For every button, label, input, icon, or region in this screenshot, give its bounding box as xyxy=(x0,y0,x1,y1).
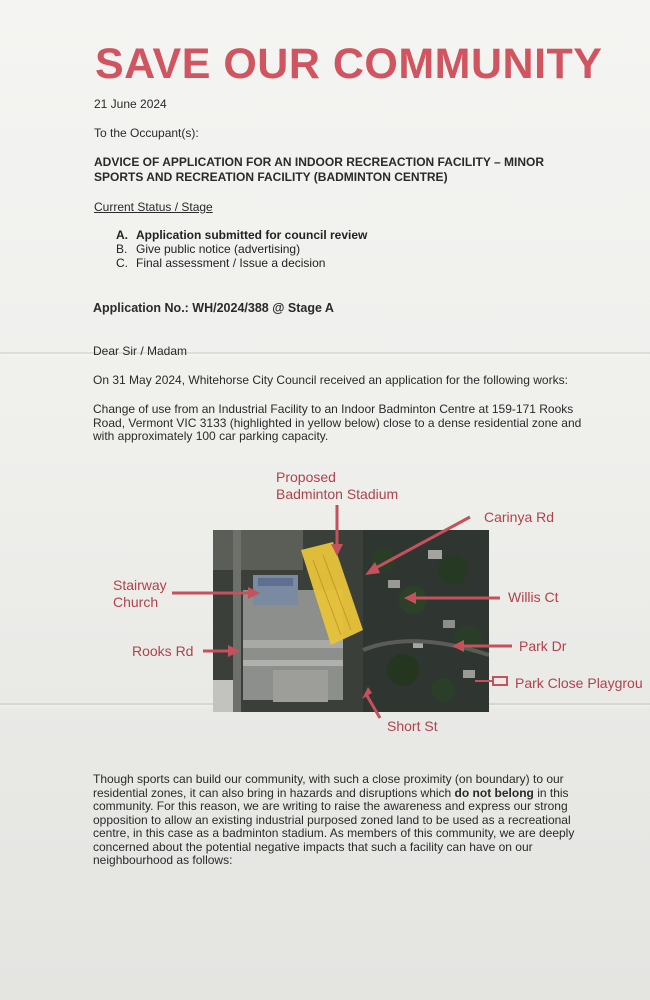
application-number: Application No.: WH/2024/388 @ Stage A xyxy=(93,301,334,315)
body-text: residential zones, it can also bring in hazards and disruptions which xyxy=(93,785,455,800)
stage-text: Application submitted for council review xyxy=(136,228,368,242)
subject-line-2: SPORTS AND RECREATION FACILITY (BADMINTON CENTRE) xyxy=(94,170,448,184)
label-carinya-rd: Carinya Rd xyxy=(484,509,555,525)
label-rooks-rd: Rooks Rd xyxy=(132,643,194,659)
body-line: concerned about the potential negative impacts that such a facility can have on our xyxy=(93,839,533,854)
salutation: Dear Sir / Madam xyxy=(93,344,188,358)
body-line: centre, in this case as a badminton stadium. As members of this community, we are deeply xyxy=(93,826,575,840)
letter-date: 21 June 2024 xyxy=(94,97,167,111)
stage-letter: A. xyxy=(116,228,128,242)
body-line: community. For this reason, we are writing to raise the awareness and express our strong xyxy=(93,799,568,813)
body-line: neighbourhood as follows: xyxy=(93,853,233,867)
stage-text: Final assessment / Issue a decision xyxy=(136,256,326,270)
intro-paragraph: On 31 May 2024, Whitehorse City Council received an application for the following works: xyxy=(93,373,568,387)
label-stairway: Stairway xyxy=(113,577,167,593)
change-line: Road, Vermont VIC 3133 (highlighted in yellow below) close to a dense residential zone and xyxy=(93,415,582,430)
addressee: To the Occupant(s): xyxy=(94,126,199,140)
banner-heading: SAVE OUR COMMUNITY xyxy=(95,40,603,88)
change-line: with approximately 100 car parking capacity. xyxy=(93,429,329,443)
label-willis-ct: Willis Ct xyxy=(508,589,559,605)
body-line: Though sports can build our community, with such a close proximity (on boundary) to our xyxy=(93,772,564,786)
subject-line-1: ADVICE OF APPLICATION FOR AN INDOOR RECREACTION FACILITY – MINOR xyxy=(94,155,545,169)
label-badminton-stadium: Badminton Stadium xyxy=(276,486,399,502)
stage-letter: C. xyxy=(116,256,128,270)
body-line: opposition to allow an existing industrial purposed zoned land to be used as a recreational xyxy=(93,812,571,827)
body-emphasis: do not belong xyxy=(454,785,534,800)
stage-text: Give public notice (advertising) xyxy=(136,242,301,256)
body-line xyxy=(93,787,623,801)
label-short-st: Short St xyxy=(387,718,438,734)
label-church: Church xyxy=(113,594,159,610)
change-line: Change of use from an Industrial Facility to an Indoor Badminton Centre at 159-171 Rooks xyxy=(93,402,574,416)
label-park-close: Park Close Playgrou xyxy=(515,675,643,691)
stage-letter: B. xyxy=(116,242,128,256)
body-paragraph xyxy=(93,773,623,868)
body-text: in this xyxy=(533,785,569,800)
label-proposed: Proposed xyxy=(276,469,336,485)
label-park-dr: Park Dr xyxy=(519,638,567,654)
status-heading: Current Status / Stage xyxy=(94,200,213,214)
